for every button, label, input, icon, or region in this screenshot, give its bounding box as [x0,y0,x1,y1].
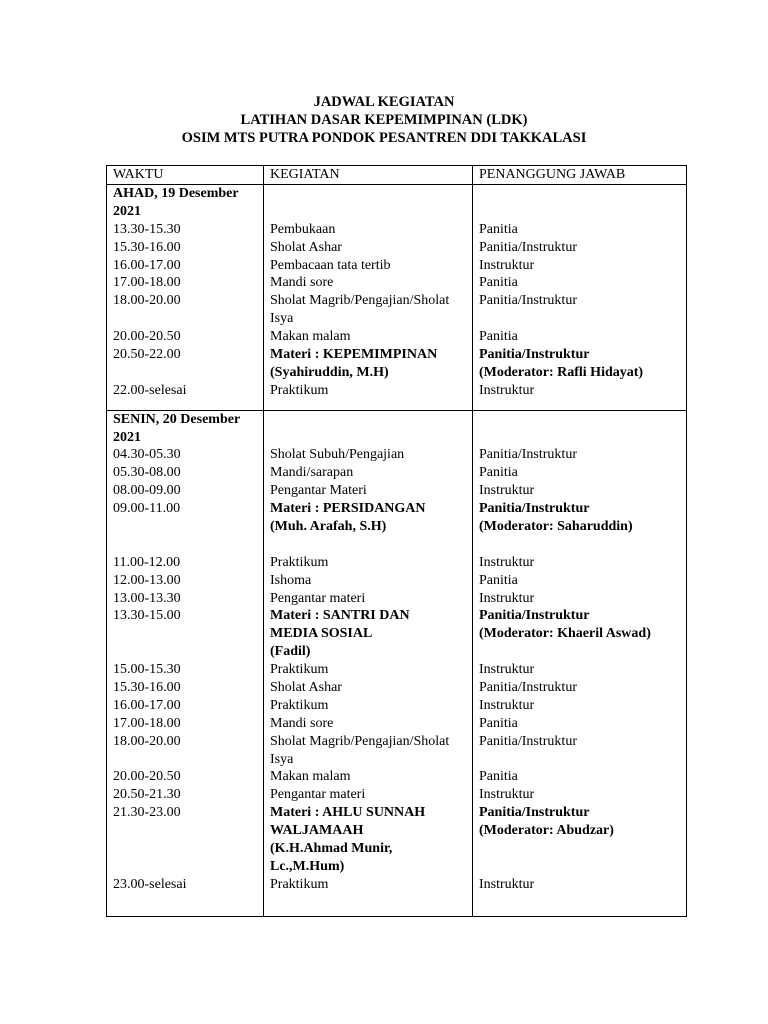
activity-cell: Sholat Subuh/Pengajian [270,447,405,463]
time-cell [113,518,257,536]
activity-cell: Mandi/sarapan [270,465,354,481]
activity-cell: Praktikum [270,662,329,678]
responsible-cell [479,536,680,554]
responsible-cell: Panitia [479,275,518,291]
time-cell: 16.00-17.00 [113,697,181,713]
activity-cell: Isya [270,311,294,327]
responsible-cell: (Moderator: Rafli Hidayat) [479,364,644,380]
responsible-cell [479,751,680,769]
activity-cell: Pengantar materi [270,590,366,606]
spacer [479,429,680,447]
doc-title-line1: JADWAL KEGIATAN [313,94,455,110]
time-cell: 15.30-16.00 [113,239,181,255]
responsible-cell: (Moderator: Khaeril Aswad) [479,626,651,642]
activity-cell: (Syahiruddin, M.H) [270,364,389,380]
time-cell: 20.00-20.50 [113,329,181,345]
day-penanggung-column [473,410,687,916]
spacer [270,429,466,447]
day-waktu-column [107,410,264,916]
spacer [270,411,466,429]
day-kegiatan-column [264,185,473,411]
activity-cell: Ishoma [270,572,312,588]
activity-cell: Praktikum [270,876,329,892]
day-block-ahad [107,185,687,411]
responsible-cell: Panitia [479,465,518,481]
activity-cell: (Muh. Arafah, S.H) [270,518,387,534]
day-kegiatan-column [264,410,473,916]
doc-title-line3: OSIM MTS PUTRA PONDOK PESANTREN DDI TAKKALASI [181,130,587,146]
responsible-cell: Panitia/Instruktur [479,733,577,749]
responsible-cell: Panitia/Instruktur [479,608,590,624]
header-waktu: WAKTU [107,166,264,185]
activity-cell: Pengantar Materi [270,483,367,499]
activity-cell: Sholat Ashar [270,679,342,695]
time-cell [113,625,257,643]
time-cell: 16.00-17.00 [113,257,181,273]
responsible-cell: Instruktur [479,554,535,570]
responsible-cell [479,840,680,858]
time-cell: 20.50-22.00 [113,347,181,363]
time-cell: 13.00-13.30 [113,590,181,606]
day-label: AHAD, 19 Desember [113,186,239,201]
activity-cell: MEDIA SOSIAL [270,626,373,642]
time-cell: 09.00-11.00 [113,501,181,517]
activity-cell: (Fadil) [270,644,311,660]
time-cell: 08.00-09.00 [113,483,181,499]
time-cell: 05.30-08.00 [113,465,181,481]
time-cell: 23.00-selesai [113,876,187,892]
activity-cell: Pengantar materi [270,787,366,803]
responsible-cell: Panitia [479,572,518,588]
responsible-cell: Panitia [479,329,518,345]
activity-cell: Materi : KEPEMIMPINAN [270,347,438,363]
activity-cell: Praktikum [270,382,329,398]
time-cell: 21.30-23.00 [113,805,181,821]
day-label: 2021 [113,429,141,445]
time-cell: 15.00-15.30 [113,662,181,678]
time-cell [113,310,257,328]
header-penanggung-jawab: PENANGGUNG JAWAB [473,166,687,185]
responsible-cell: Panitia [479,221,518,237]
activity-cell: (K.H.Ahmad Munir, [270,841,393,856]
activity-cell: Mandi sore [270,275,334,291]
responsible-cell: Instruktur [479,787,535,803]
activity-cell: Materi : PERSIDANGAN [270,501,426,517]
responsible-cell: Panitia/Instruktur [479,447,577,463]
time-cell: 17.00-18.00 [113,275,181,291]
time-cell: 18.00-20.00 [113,733,181,749]
responsible-cell: (Moderator: Abudzar) [479,823,614,839]
responsible-cell: Instruktur [479,483,535,499]
time-cell: 13.30-15.30 [113,221,181,237]
time-cell [113,751,257,769]
activity-cell: Praktikum [270,554,329,570]
day-label: SENIN, 20 Desember [113,411,241,427]
activity-cell: Isya [270,751,294,767]
header-kegiatan: KEGIATAN [264,166,473,185]
activity-cell: Pembacaan tata tertib [270,257,391,273]
time-cell: 11.00-12.00 [113,554,181,570]
responsible-cell: Panitia/Instruktur [479,347,590,363]
responsible-cell [479,858,680,876]
responsible-cell: Panitia [479,769,518,785]
responsible-cell [479,310,680,328]
spacer [270,203,466,221]
time-cell: 13.30-15.00 [113,608,181,624]
responsible-cell: Panitia [479,715,518,731]
activity-cell: Makan malam [270,329,351,345]
day-penanggung-column [473,185,687,411]
responsible-cell: (Moderator: Saharuddin) [479,518,633,534]
responsible-cell: Instruktur [479,697,535,713]
activity-cell: Praktikum [270,697,329,713]
time-cell [113,643,257,661]
activity-cell [270,536,466,554]
spacer [270,185,466,203]
table-header-row [107,166,687,185]
responsible-cell: Instruktur [479,662,535,678]
activity-cell: Sholat Ashar [270,239,342,255]
schedule-table [106,165,687,917]
spacer [479,203,680,221]
activity-cell: Lc.,M.Hum) [270,858,345,874]
time-cell: 04.30-05.30 [113,447,181,463]
responsible-cell [479,643,680,661]
time-cell [113,364,257,382]
doc-title-line2: LATIHAN DASAR KEPEMIMPINAN (LDK) [240,112,528,128]
activity-cell: Materi : SANTRI DAN [270,608,410,624]
spacer [479,185,680,203]
day-waktu-column [107,185,264,411]
responsible-cell: Instruktur [479,590,535,606]
responsible-cell: Panitia/Instruktur [479,679,577,695]
activity-cell: Pembukaan [270,221,336,237]
responsible-cell: Panitia/Instruktur [479,501,590,517]
activity-cell: Sholat Magrib/Pengajian/Sholat [270,733,450,749]
day-label: 2021 [113,203,141,219]
activity-cell: Materi : AHLU SUNNAH [270,805,426,821]
responsible-cell: Instruktur [479,382,535,398]
activity-cell: Sholat Magrib/Pengajian/Sholat [270,293,450,309]
responsible-cell: Panitia/Instruktur [479,293,577,309]
spacer [479,411,680,429]
time-cell [113,858,257,876]
time-cell: 15.30-16.00 [113,679,181,695]
activity-cell: Mandi sore [270,715,334,731]
day-block-senin [107,410,687,916]
activity-cell: WALJAMAAH [270,823,364,839]
time-cell [113,822,257,840]
time-cell: 20.00-20.50 [113,769,181,785]
time-cell: 17.00-18.00 [113,715,181,731]
responsible-cell: Panitia/Instruktur [479,805,590,821]
time-cell: 20.50-21.30 [113,787,181,803]
time-cell: 22.00-selesai [113,382,187,398]
activity-cell: Makan malam [270,769,351,785]
time-cell [113,840,257,858]
responsible-cell: Instruktur [479,876,535,892]
responsible-cell: Instruktur [479,257,535,273]
time-cell: 12.00-13.00 [113,572,181,588]
time-cell: 18.00-20.00 [113,293,181,309]
time-cell [113,536,257,554]
responsible-cell: Panitia/Instruktur [479,239,577,255]
